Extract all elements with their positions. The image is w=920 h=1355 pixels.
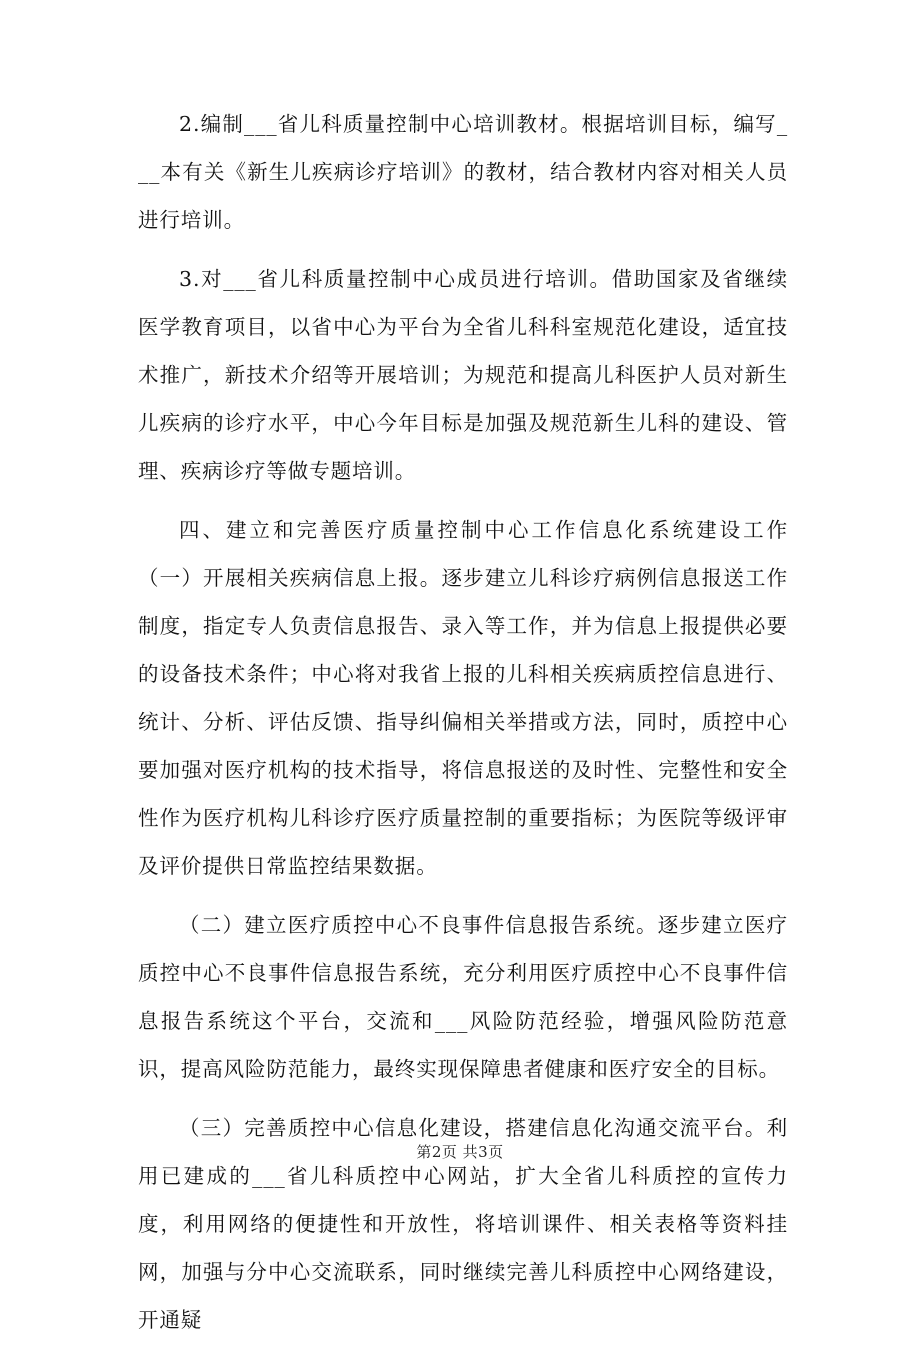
document-body — [138, 100, 788, 1355]
page-number-footer: 第2页 共3页 — [416, 1143, 504, 1161]
paragraph-member-training: 3.对___省儿科质量控制中心成员进行培训。借助国家及省继续医学教育项目，以省中心为平台为全省儿科科室规范化建设，适宜技术推广，新技术介绍等开展培训；为规范和提高儿科医护人员对新生儿疾病的诊疗水平，中心今年目标是加强及规范新生儿科的建设、管理、疾病诊疗等做专题培训。 — [138, 267, 788, 483]
paragraph-information-system: 四、建立和完善医疗质量控制中心工作信息化系统建设工作（一）开展相关疾病信息上报。逐步建立儿科诊疗病例信息报送工作制度，指定专人负责信息报告、录入等工作，并为信息上报提供必要的设备技术条件；中心将对我省上报的儿科相关疾病质控信息进行、统计、分析、评估反馈、指导纠偏相关举措或方法，同时，质控中心要加强对医疗机构的技术指导，将信息报送的及时性、完整性和安全性作为医疗机构儿科诊疗医疗质量控制的重要指标；为医院等级评审及评价提供日常监控结果数据。 — [138, 518, 788, 878]
paragraph-training-materials: 2.编制___省儿科质量控制中心培训教材。根据培训目标，编写___本有关《新生儿疾病诊疗培训》的教材，结合教材内容对相关人员进行培训。 — [138, 112, 788, 232]
paragraph-adverse-event-reporting: （二）建立医疗质控中心不良事件信息报告系统。逐步建立医疗质控中心不良事件信息报告系统，充分利用医疗质控中心不良事件信息报告系统这个平台，交流和___风险防范经验，增强风险防范意识，提高风险防范能力，最终实现保障患者健康和医疗安全的目标。 — [138, 913, 788, 1081]
paragraph-website-platform: （三）完善质控中心信息化建设，搭建信息化沟通交流平台。利用已建成的___省儿科质控中心网站，扩大全省儿科质控的宣传力度，利用网络的便捷性和开放性，将培训课件、相关表格等资料挂网，加强与分中心交流联系，同时继续完善儿科质控中心网络建设，开通疑 — [138, 1116, 788, 1332]
